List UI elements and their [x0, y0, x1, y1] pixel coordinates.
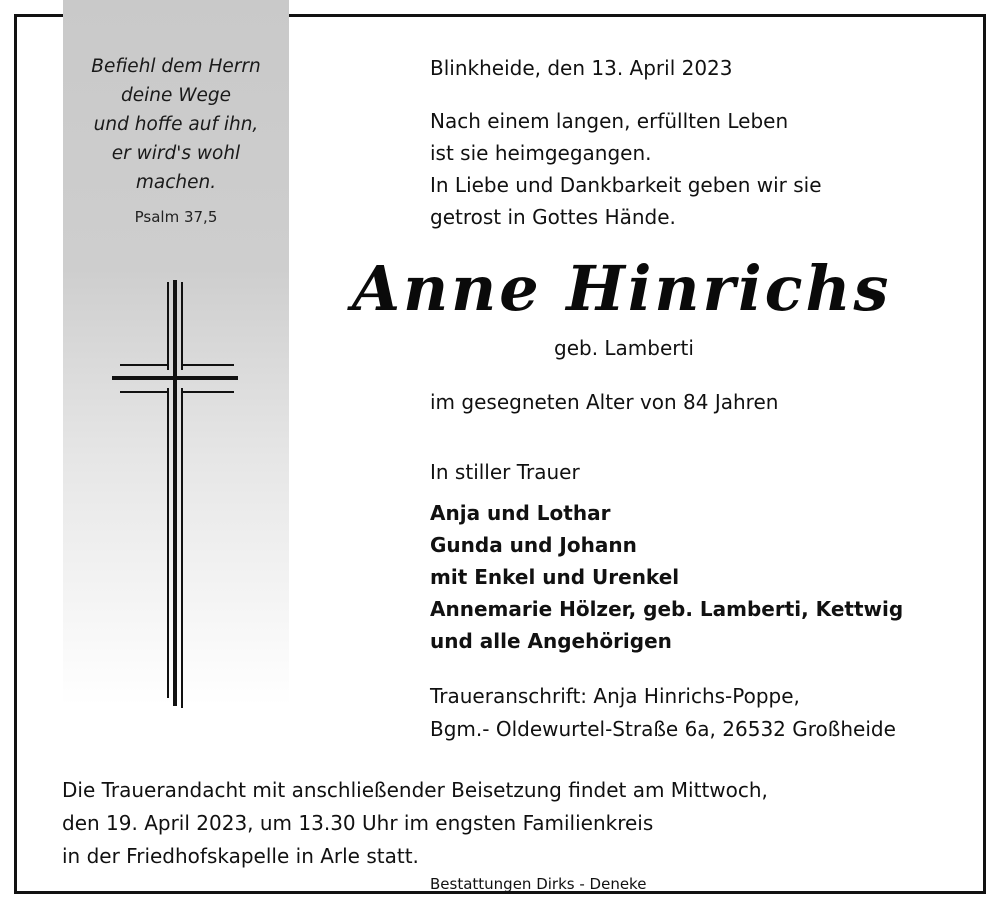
- cross-icon: [108, 280, 242, 712]
- address-line: Bgm.- Oldewurtel-Straße 6a, 26532 Großheide: [430, 717, 896, 741]
- deceased-name: Anne Hinrichs: [352, 252, 892, 325]
- verse-line: Befiehl dem Herrn: [91, 56, 261, 77]
- mourning-heading: In stiller Trauer: [430, 460, 580, 484]
- verse-line: machen.: [135, 172, 217, 193]
- mourner-line: Annemarie Hölzer, geb. Lamberti, Kettwig: [430, 597, 904, 621]
- address-line: Traueranschrift: Anja Hinrichs-Poppe,: [430, 684, 800, 708]
- verse-reference: Psalm 37,5: [134, 208, 218, 226]
- undertaker: Bestattungen Dirks - Deneke: [430, 875, 647, 893]
- intro-line: In Liebe und Dankbarkeit geben wir sie: [430, 173, 822, 197]
- age-text: im gesegneten Alter von 84 Jahren: [430, 390, 779, 414]
- maiden-name: geb. Lamberti: [554, 336, 694, 360]
- mourner-line: Anja und Lothar: [430, 501, 611, 525]
- mourner-line: und alle Angehörigen: [430, 629, 672, 653]
- service-line: in der Friedhofskapelle in Arle statt.: [62, 844, 419, 868]
- verse-line: und hoffe auf ihn,: [93, 114, 259, 135]
- mourner-line: Gunda und Johann: [430, 533, 637, 557]
- verse-line: er wird's wohl: [111, 143, 241, 164]
- service-line: den 19. April 2023, um 13.30 Uhr im engsten Familienkreis: [62, 811, 654, 835]
- intro-line: getrost in Gottes Hände.: [430, 205, 676, 229]
- bible-verse: [63, 52, 289, 197]
- mourner-line: mit Enkel und Urenkel: [430, 565, 680, 589]
- verse-line: deine Wege: [120, 85, 232, 106]
- place-date: Blinkheide, den 13. April 2023: [430, 56, 733, 80]
- service-line: Die Trauerandacht mit anschließender Beisetzung findet am Mittwoch,: [62, 778, 768, 802]
- intro-line: Nach einem langen, erfüllten Leben: [430, 109, 789, 133]
- intro-line: ist sie heimgegangen.: [430, 141, 652, 165]
